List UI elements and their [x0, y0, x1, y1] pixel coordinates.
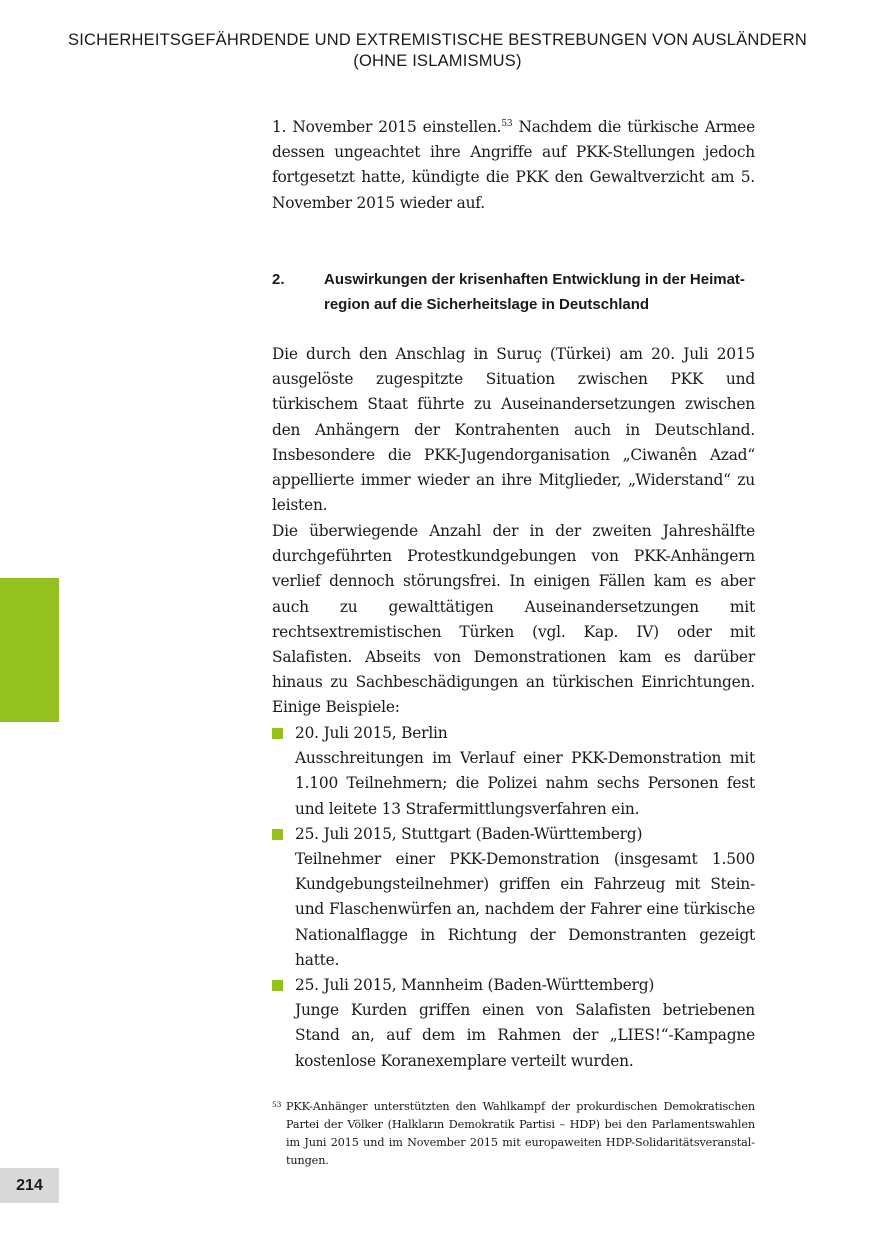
footnote-text: PKK-Anhänger unterstützten den Wahlkampf der prokurdischen Demokratischen Partei der Völker (Halkların Demokratik Partisi – HDP) bei den Parlamentswahlen im Juni 2015 und im November 2015 mit europaweiten HDP-Solidaritätsveranstaltungen. — [286, 1100, 755, 1167]
example-text: Junge Kurden griffen einen von Salafisten betriebenen Stand an, auf dem im Rahmen der „LIES!“-Kampagne kostenlose Koranexemplare verteilt wurden. — [295, 1001, 755, 1070]
paragraph-1: Die durch den Anschlag in Suruç (Türkei) am 20. Juli 2015 ausgelöste zugespitzte Situation zwischen PKK und türkischem Staat führte zu Auseinandersetzungen zwischen den Anhängern der Kontrahenten auch in Deutschland. Insbesondere die PKK-Jugendorganisation „Ciwanên Azad“ appellierte immer wieder an ihre Mitglieder, „Widerstand“ zu leisten. — [272, 345, 755, 515]
footnote-number: 53 — [272, 1100, 282, 1109]
paragraph-2: Die überwiegende Anzahl der in der zweiten Jahreshälfte durchgeführten Protestkundgebungen von PKK-Anhängern verlief dennoch störungsfrei. In einigen Fällen kam es aber auch zu gewalttätigen Auseinandersetzungen mit rechtsextremistischen Türken (vgl. Kap. IV) oder mit Salafisten. Abseits von Demonstrationen kam es darüber hinaus zu Sachbeschädigungen an türkischen Einrichtungen. Einige Beispiele: — [272, 522, 755, 717]
example-title: 25. Juli 2015, Stuttgart (Baden-Württemberg) — [295, 824, 643, 843]
example-title: 25. Juli 2015, Mannheim (Baden-Württemberg) — [295, 976, 655, 995]
square-bullet-icon — [272, 980, 283, 991]
list-item — [272, 721, 755, 822]
example-text: Teilnehmer einer PKK-Demonstration (insgesamt 1.500 Kundgebungsteilnehmer) griffen ein Fahrzeug mit Stein- und Flaschenwürfen an, nachdem der Fahrer eine türkische Nationalflagge in Richtung der Demonstranten gezeigt hatte. — [295, 850, 755, 969]
running-head-line-1: SICHERHEITSGEFÄHRDENDE UND EXTREMISTISCHE BESTREBUNGEN VON AUSLÄNDERN — [68, 31, 807, 49]
intro-text-end: Nachdem die türkische Armee dessen ungeachtet ihre Angriffe auf PKK-Stellungen jedoch fortgesetzt hatte, kündigte die PKK den Gewaltverzicht am 5. November 2015 wieder auf. — [272, 118, 755, 212]
footnote — [272, 1098, 755, 1170]
intro-paragraph-block — [272, 115, 755, 216]
square-bullet-icon — [272, 829, 283, 840]
intro-text-start: 1. November 2015 einstellen. — [272, 118, 502, 136]
example-title: 20. Juli 2015, Berlin — [295, 724, 448, 742]
chapter-marker-tab — [0, 578, 59, 722]
page-number: 214 — [0, 1168, 59, 1203]
paragraph-2-block — [272, 519, 755, 721]
footnote-reference[interactable]: 53 — [501, 118, 513, 129]
intro-paragraph — [272, 115, 755, 216]
list-item — [272, 973, 755, 1074]
section-number: 2. — [272, 271, 285, 288]
list-item — [272, 822, 755, 973]
paragraph-1-block — [272, 342, 755, 518]
square-bullet-icon — [272, 728, 283, 739]
examples-list — [272, 721, 755, 1074]
running-head-line-2: (OHNE ISLAMISMUS) — [353, 52, 522, 70]
section-heading — [272, 267, 755, 317]
section-title: Auswirkungen der krisenhaften Entwicklung in der Heimatregion auf die Sicherheitslage in Deutschland — [324, 271, 745, 313]
running-head — [0, 30, 875, 72]
example-text: Ausschreitungen im Verlauf einer PKK-Demonstration mit 1.100 Teilnehmern; die Polizei nahm sechs Personen fest und leitete 13 Strafermittlungsverfahren ein. — [295, 749, 755, 818]
